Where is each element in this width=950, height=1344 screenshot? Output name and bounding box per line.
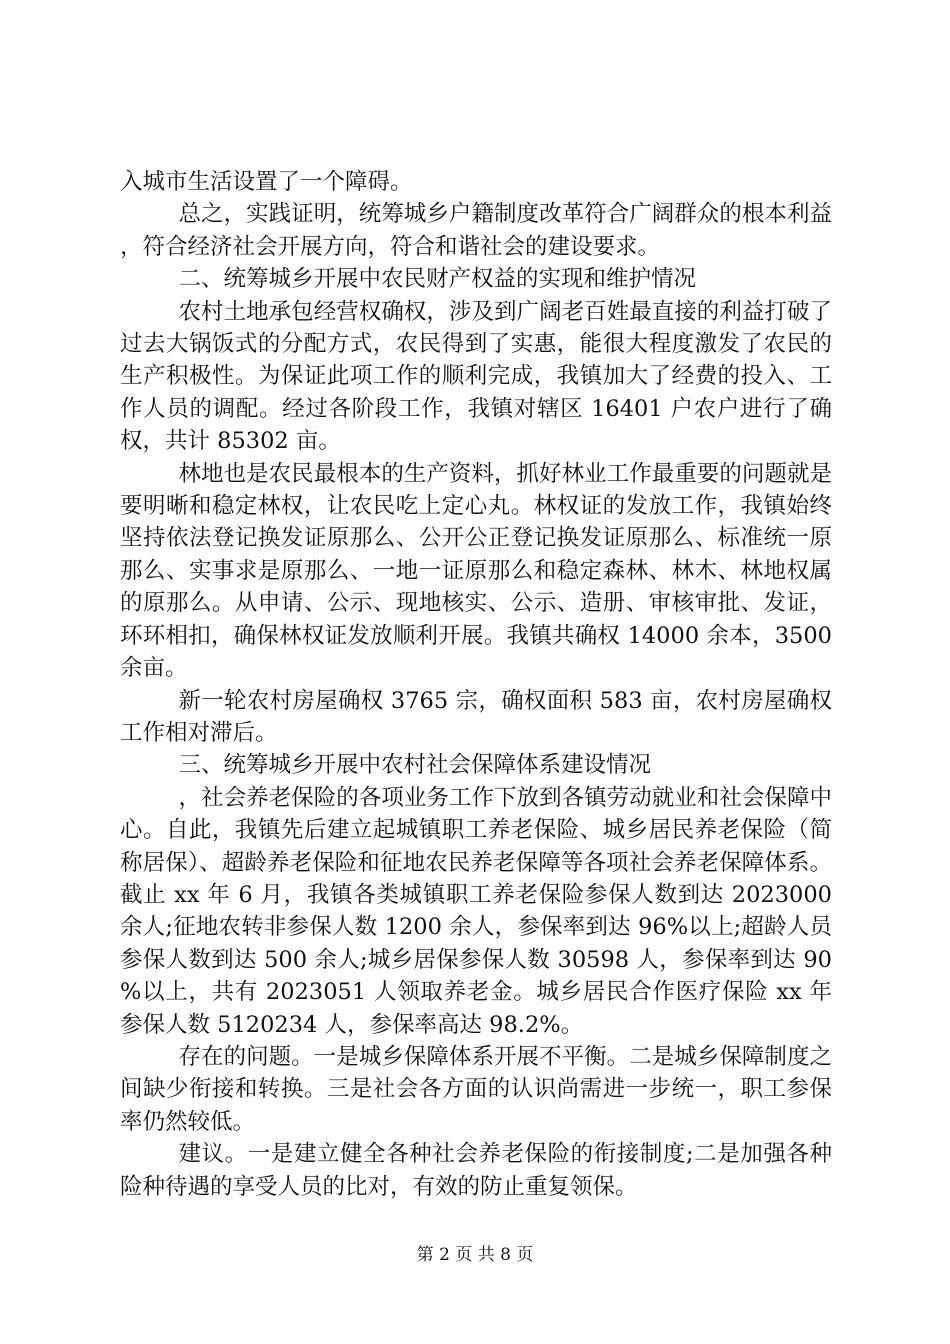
page-number-footer: 第 2 页 共 8 页	[416, 1245, 534, 1265]
paragraph-2: 总之，实践证明，统筹城乡户籍制度改革符合广阔群众的根本利益，符合经济社会开展方向，符合和谐社会的建设要求。	[120, 201, 832, 260]
section-heading-2: 二、统筹城乡开展中农民财产权益的实现和维护情况	[178, 266, 697, 293]
paragraph-forest-rights: 林地也是农民最根本的生产资料，抓好林业工作最重要的问题就是要明晰和稳定林权，让农民吃上定心丸。林权证的发放工作，我镇始终坚持依法登记换发证原那么、公开公正登记换发证原那么、标准统一原那么、实事求是原那么、一地一证原那么和稳定森林、林木、林地权属的原那么。从申请、公示、现地核实、公示、造册、审核审批、发证，环环相扣，确保林权证发放顺利开展。我镇共确权 14000 余本，3500 余亩。	[120, 460, 832, 682]
paragraph-1: 入城市生活设置了一个障碍。	[120, 169, 413, 195]
paragraph-land-rights: 农村土地承包经营权确权，涉及到广阔老百姓最直接的利益打破了过去大锅饭式的分配方式，农民得到了实惠，能很大程度激发了农民的生产积极性。为保证此项工作的顺利完成，我镇加大了经费的投入、工作人员的调配。经过各阶段工作，我镇对辖区 16401 户农户进行了确权，共计 85302 亩。	[120, 298, 832, 455]
section-heading-3: 三、统筹城乡开展中农村社会保障体系建设情况	[178, 752, 652, 779]
paragraph-suggestions: 建议。一是建立健全各种社会养老保险的衔接制度;二是加强各种险种待遇的享受人员的比对，有效的防止重复领保。	[120, 1141, 832, 1200]
document-body	[120, 166, 832, 1203]
paragraph-social-security: ，社会养老保险的各项业务工作下放到各镇劳动就业和社会保障中心。自此，我镇先后建立起城镇职工养老保险、城乡居民养老保险（简称居保）、超龄养老保险和征地农民养老保障等各项社会养老保障体系。截止 xx 年 6 月，我镇各类城镇职工养老保险参保人数到达 2023000 余人;征地农转非参保人数 1200 余人，参保率到达 96%以上;超龄人员参保人数到达 500 余人;城乡居保参保人数 30598 人，参保率到达 90%以上，共有 2023051 人领取养老金。城乡居民合作医疗保险 xx 年参保人数 5120234 人，参保率高达 98.2%。	[120, 784, 832, 1038]
paragraph-housing-rights: 新一轮农村房屋确权 3765 宗，确权面积 583 亩，农村房屋确权工作相对滞后。	[120, 687, 832, 746]
paragraph-problems: 存在的问题。一是城乡保障体系开展不平衡。二是城乡保障制度之间缺少衔接和转换。三是社会各方面的认识尚需进一步统一，职工参保率仍然较低。	[120, 1043, 832, 1135]
